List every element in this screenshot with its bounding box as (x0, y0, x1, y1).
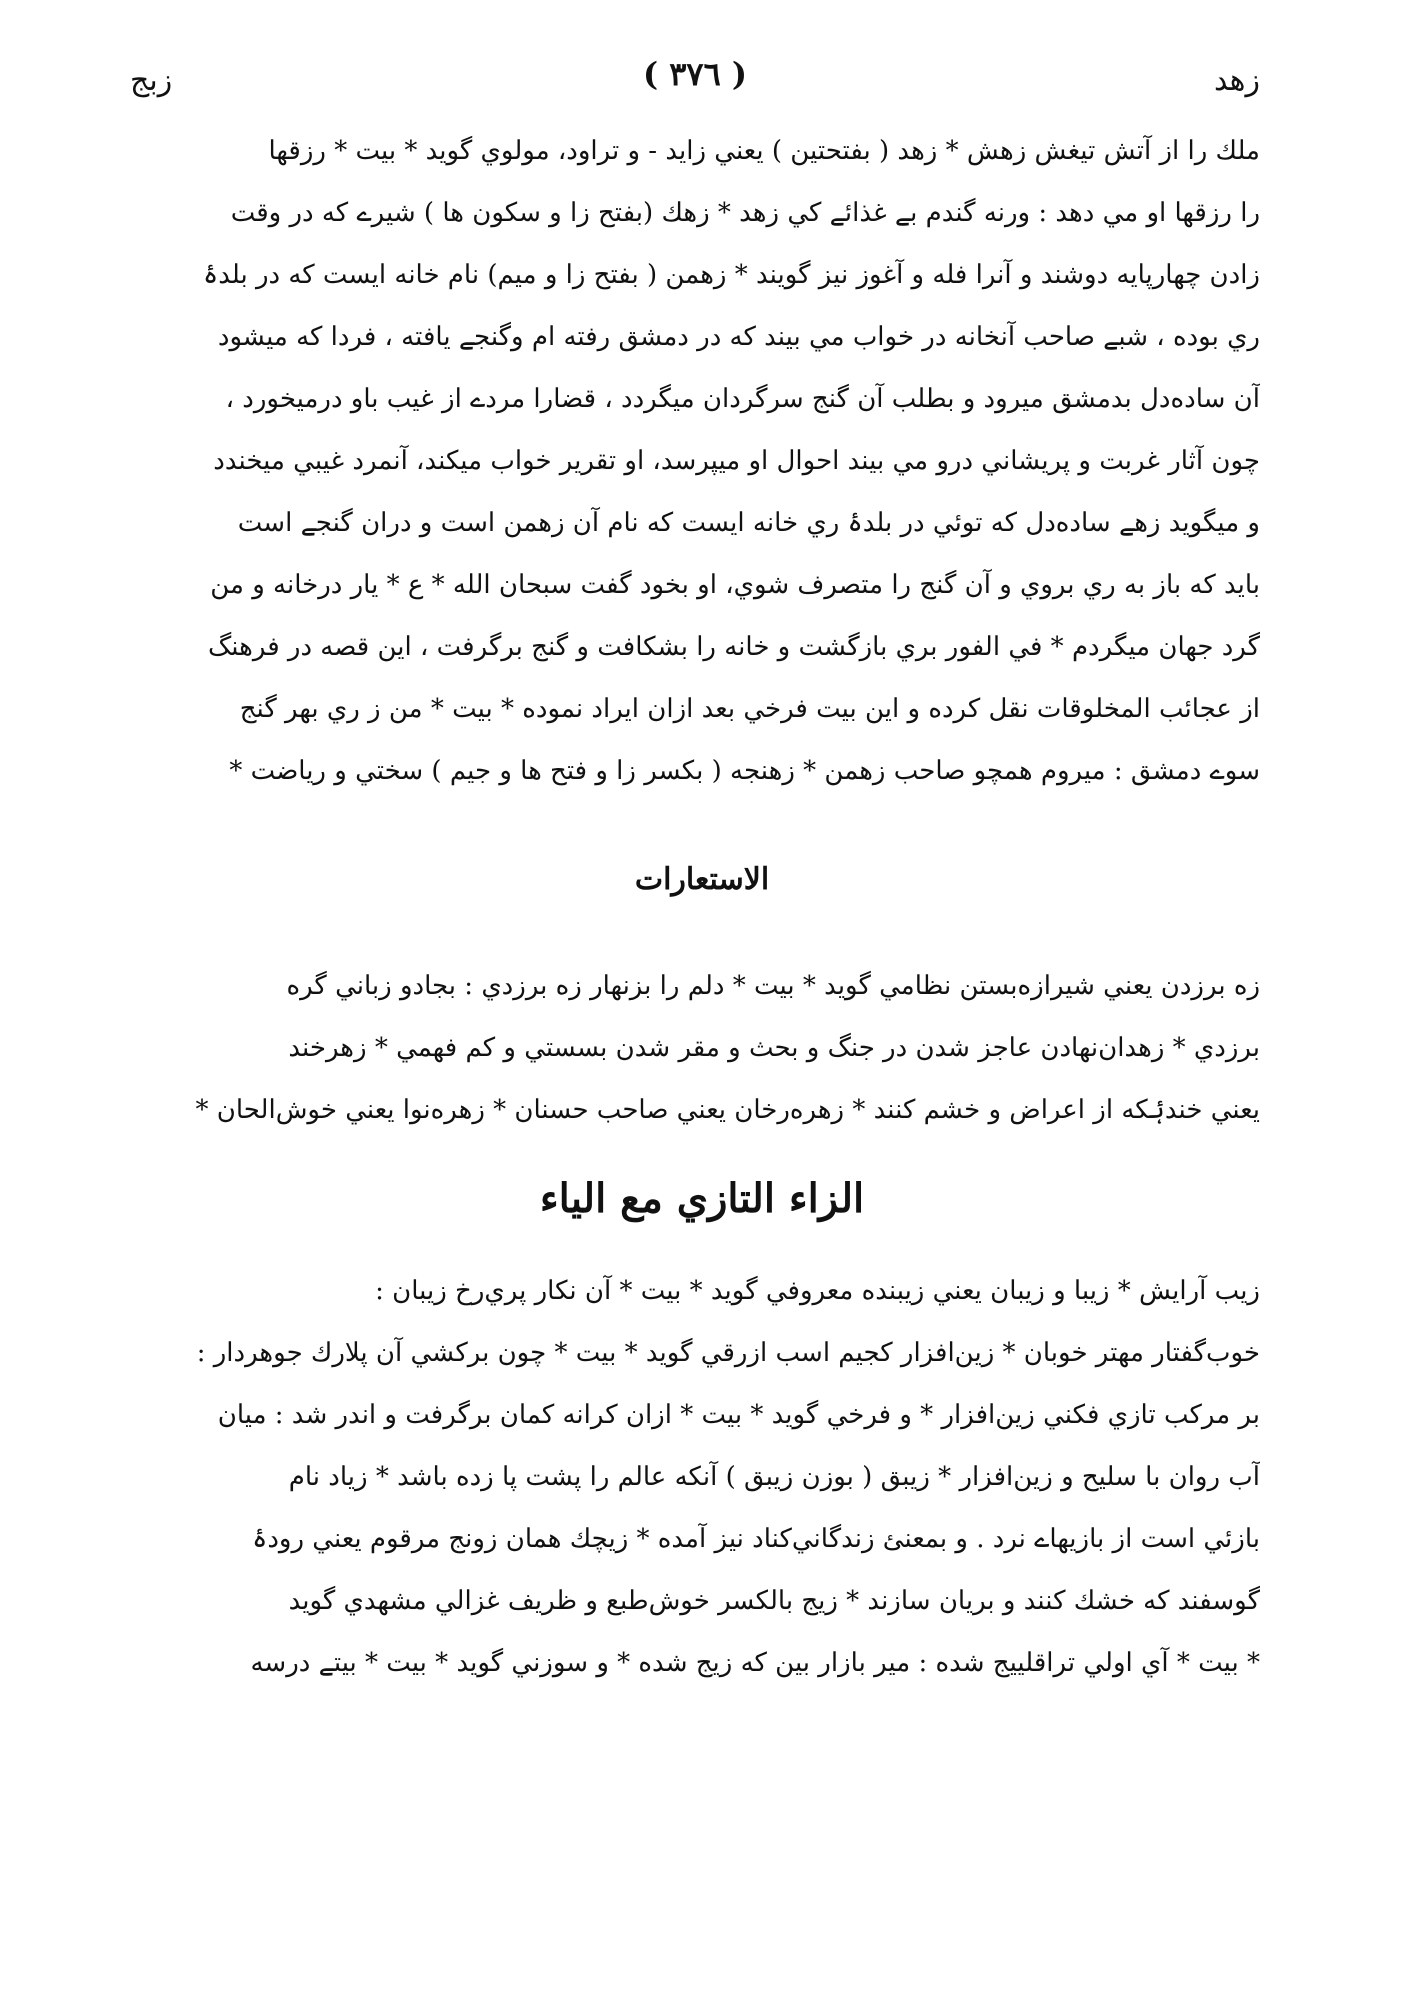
section-heading-istiarat: الاستعارات (634, 862, 770, 897)
text-line: زه برزدن يعني شيرازه‌بستن نظامي گويد * بيت * دلم را بزنهار زه برزدي : بجادو زباني گره (286, 971, 1260, 1001)
text-block-metaphors (150, 955, 1260, 1141)
section-heading-za-with-ya: الزاء التازي مع الياء (539, 1175, 865, 1222)
text-line: زيب آرايش * زيبا و زيبان يعني زيبنده معروفي گويد * بيت * آن نكار پري‌رخ زيبان : (375, 1276, 1260, 1306)
text-line: بازئي است از بازيهاے نرد . و بمعنئ زندگاني‌كناد نيز آمده * زيچك همان زونج مرقوم يعني رودۂ (252, 1524, 1260, 1554)
text-line: را رزقها او مي دهد : ورنه گندم بے غذائے كي زهد * زهك (بفتح زا و سكون ها ) شيرے كه در وقت (230, 198, 1260, 228)
text-block-entries-zy (150, 1260, 1260, 1694)
text-block-entries-zh (150, 120, 1260, 802)
text-line: خوب‌گفتار مهتر خوبان * زين‌افزار كجيم اسب ازرقي گويد * بيت * چون بركشي آن پلارك جوهردار : (196, 1338, 1260, 1368)
text-line: و ميگويد زهے ساده‌دل كه توئي در بلدۂ ري خانه ايست كه نام آن زهمن است و دران گنجے است (237, 508, 1260, 538)
text-line: ري بوده ، شبے صاحب آنخانه در خواب مي بيند كه در دمشق رفته ام وگنجے يافته ، فردا كه ميشود (217, 322, 1260, 352)
text-line: زادن چهارپايه دوشند و آنرا فله و آغوز نيز گويند * زهمن ( بفتح زا و ميم) نام خانه ايست كه در بلدۂ (202, 260, 1260, 290)
header-right-word: زهد (1213, 63, 1260, 98)
header-left-word: زبج (130, 63, 173, 98)
text-line: چون آثار غربت و پريشاني درو مي بيند احوال او ميپرسد، او تقرير خواب ميكند، آنمرد غيبي ميخندد (213, 446, 1260, 476)
page-header (130, 55, 1260, 105)
text-line: ملك را از آتش تيغش زهش * زهد ( بفتحتين ) يعني زايد - و تراود، مولوي گويد * بيت * رزقها (268, 136, 1260, 166)
text-line: آب روان با سليح و زين‌افزار * زيبق ( بوزن زيبق ) آنكه عالم را پشت پا زده باشد * زياد نام (288, 1462, 1260, 1492)
text-line: بايد كه باز به ري بروي و آن گنج را متصرف شوي، او بخود گفت سبحان الله * ع * يار درخانه و من (210, 570, 1260, 600)
text-line: سوے دمشق : ميروم همچو صاحب زهمن * زهنجه ( بكسر زا و فتح ها و جيم ) سختي و رياضت * (229, 756, 1260, 786)
text-line: بر مركب تازي فكني زين‌افزار * و فرخي گويد * بيت * ازان كرانه كمان برگرفت و اندر شد : ميان (217, 1400, 1260, 1430)
text-line: گوسفند كه خشك كنند و بريان سازند * زيج بالكسر خوش‌طبع و ظريف غزالي مشهدي گويد (288, 1586, 1260, 1616)
text-line: يعني خندۂكه از اعراض و خشم كنند * زهره‌رخان يعني صاحب حسنان * زهره‌نوا يعني خوش‌الحان * (195, 1095, 1260, 1125)
text-line: گرد جهان ميگردم * في الفور بري بازگشت و خانه را بشكافت و گنج برگرفت ، اين قصه در فرهنگ (208, 632, 1260, 662)
text-line: * بيت * آي اولي تراقلييج شده : مير بازار بين كه زيج شده * و سوزني گويد * بيت * بيتے درسه (250, 1648, 1260, 1678)
text-line: برزدي * زهدان‌نهادن عاجز شدن در جنگ و بحث و مقر شدن بسستي و كم فهمي * زهرخند (288, 1033, 1260, 1063)
text-line: آن ساده‌دل بدمشق ميرود و بطلب آن گنج سرگردان ميگردد ، قضارا مردے از غيب باو درميخورد ، (225, 384, 1260, 414)
text-line: از عجائب المخلوقات نقل كرده و اين بيت فرخي بعد ازان ايراد نموده * بيت * من ز ري بهر گنج (239, 694, 1260, 724)
page-number: ( ٣٧٦ ) (642, 55, 748, 93)
